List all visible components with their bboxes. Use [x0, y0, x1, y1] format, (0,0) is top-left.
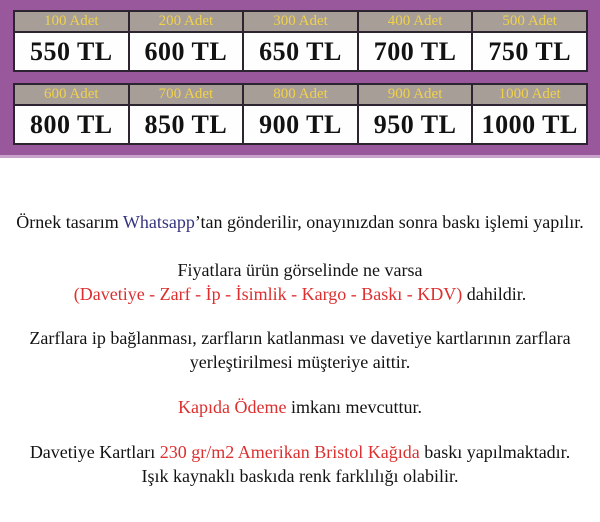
qty-header-cell: 600 Adet: [15, 85, 128, 104]
note-line: [0, 210, 600, 234]
qty-header-cell: 300 Adet: [244, 12, 357, 31]
table-gap: [13, 72, 588, 83]
note-line: [0, 350, 600, 374]
note-line: [0, 464, 600, 488]
price-cell: 950 TL: [359, 106, 472, 143]
note-line: [0, 395, 600, 419]
note-cash-on-delivery: [0, 395, 600, 419]
notes-section: [0, 158, 600, 488]
text-segment-blue: Whatsapp: [122, 212, 195, 232]
text-segment-black: dahildir.: [462, 284, 527, 304]
price-cell: 900 TL: [244, 106, 357, 143]
text-segment-red: (Davetiye - Zarf - İp - İsimlik - Kargo - Baskı - KDV): [73, 284, 463, 304]
text-segment-black: yerleştirilmesi müşteriye aittir.: [189, 352, 411, 372]
price-cell: 750 TL: [473, 33, 586, 70]
price-cell: 800 TL: [15, 106, 128, 143]
note-line: [0, 258, 600, 282]
price-cell: 650 TL: [244, 33, 357, 70]
text-segment-black: Zarflara ip bağlanması, zarfların katlanması ve davetiye kartlarının zarflara: [29, 328, 571, 348]
price-table-1: [13, 10, 588, 72]
qty-header-cell: 100 Adet: [15, 12, 128, 31]
text-segment-black: Davetiye Kartları: [29, 442, 160, 462]
price-cell: 550 TL: [15, 33, 128, 70]
qty-header-cell: 700 Adet: [130, 85, 243, 104]
text-segment-black: imkanı mevcuttur.: [286, 397, 422, 417]
text-segment-black: Işık kaynaklı baskıda renk farklılığı olabilir.: [141, 466, 459, 486]
text-segment-red: Kapıda Ödeme: [178, 397, 287, 417]
qty-header-cell: 1000 Adet: [473, 85, 586, 104]
text-segment-black: baskı yapılmaktadır.: [419, 442, 571, 462]
price-cell: 700 TL: [359, 33, 472, 70]
text-segment-black: Örnek tasarım: [16, 212, 123, 232]
note-line: [0, 326, 600, 350]
price-cell: 1000 TL: [473, 106, 586, 143]
price-cell: 850 TL: [130, 106, 243, 143]
qty-header-cell: 500 Adet: [473, 12, 586, 31]
note-line: [0, 282, 600, 306]
note-sample-design: [0, 210, 600, 234]
note-customer-tasks: [0, 326, 600, 374]
qty-header-cell: 900 Adet: [359, 85, 472, 104]
pricing-banner: [0, 0, 600, 158]
qty-header-cell: 200 Adet: [130, 12, 243, 31]
price-cell: 600 TL: [130, 33, 243, 70]
note-line: [0, 440, 600, 464]
note-paper: [0, 440, 600, 488]
qty-header-cell: 800 Adet: [244, 85, 357, 104]
qty-header-cell: 400 Adet: [359, 12, 472, 31]
text-segment-black: ’tan gönderilir, onayınızdan sonra baskı işlemi yapılır.: [194, 212, 584, 232]
note-included: [0, 258, 600, 306]
text-segment-black: Fiyatlara ürün görselinde ne varsa: [177, 260, 423, 280]
price-table-2: [13, 83, 588, 145]
text-segment-red: 230 gr/m2 Amerikan Bristol Kağıda: [159, 442, 420, 462]
